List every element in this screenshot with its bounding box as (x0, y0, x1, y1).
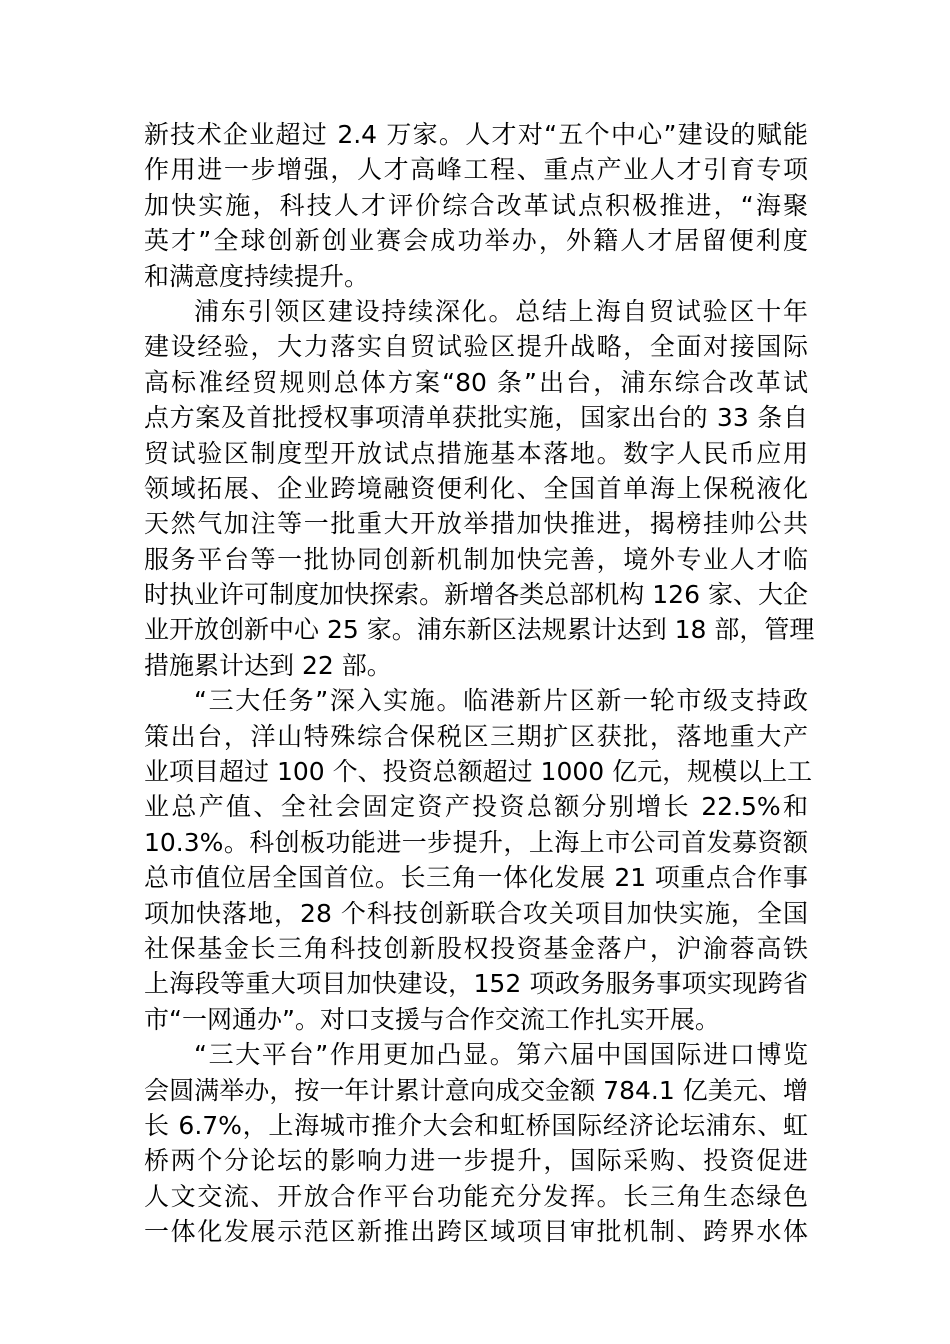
text-line: 桥两个分论坛的影响力进一步提升，国际采购、投资促进 (144, 1146, 808, 1176)
text-line: 高标准经贸规则总体方案“80 条”出台，浦东综合改革试 (144, 367, 808, 397)
text-line: 上海段等重大项目加快建设，152 项政务服务事项实现跨省 (144, 969, 808, 999)
text-line: 浦东引领区建设持续深化。总结上海自贸试验区十年 (194, 296, 808, 326)
text-line: 市“一网通办”。对口支援与合作交流工作扎实开展。 (144, 1004, 720, 1034)
text-line: 贸试验区制度型开放试点措施基本落地。数字人民币应用 (144, 438, 808, 468)
text-line: 一体化发展示范区新推出跨区域项目审批机制、跨界水体 (144, 1217, 808, 1247)
text-line: 会圆满举办，按一年计累计意向成交金额 784.1 亿美元、增 (144, 1075, 808, 1105)
text-line: 点方案及首批授权事项清单获批实施，国家出台的 33 条自 (144, 403, 808, 433)
text-line: 策出台，洋山特殊综合保税区三期扩区获批，落地重大产 (144, 721, 808, 751)
text-line: 人文交流、开放合作平台功能充分发挥。长三角生态绿色 (144, 1181, 808, 1211)
text-line: 和满意度持续提升。 (144, 261, 370, 291)
text-line: 长 6.7%，上海城市推介大会和虹桥国际经济论坛浦东、虹 (144, 1110, 808, 1140)
text-line: 作用进一步增强，人才高峰工程、重点产业人才引育专项 (144, 155, 808, 185)
text-line: 服务平台等一批协同创新机制加快完善，境外专业人才临 (144, 544, 808, 574)
text-line: 建设经验，大力落实自贸试验区提升战略，全面对接国际 (144, 332, 808, 362)
text-line: “三大任务”深入实施。临港新片区新一轮市级支持政 (194, 686, 808, 716)
text-line: 项加快落地，28 个科技创新联合攻关项目加快实施，全国 (144, 898, 808, 928)
text-line: 措施累计达到 22 部。 (144, 650, 392, 680)
text-line: 天然气加注等一批重大开放举措加快推进，揭榜挂帅公共 (144, 509, 808, 539)
text-line: 时执业许可制度加快探索。新增各类总部机构 126 家、大企 (144, 580, 808, 610)
text-line: 领域拓展、企业跨境融资便利化、全国首单海上保税液化 (144, 473, 808, 503)
text-line: 加快实施，科技人才评价综合改革试点积极推进，“海聚 (144, 190, 808, 220)
text-line: 业总产值、全社会固定资产投资总额分别增长 22.5%和 (144, 792, 808, 822)
text-line: 社保基金长三角科技创新股权投资基金落户，沪渝蓉高铁 (144, 933, 808, 963)
text-line: 10.3%。科创板功能进一步提升，上海上市公司首发募资额 (144, 827, 808, 857)
text-line: 总市值位居全国首位。长三角一体化发展 21 项重点合作事 (144, 863, 808, 893)
body-text (144, 117, 815, 1250)
text-line: “三大平台”作用更加凸显。第六届中国国际进口博览 (194, 1040, 808, 1070)
text-line: 新技术企业超过 2.4 万家。人才对“五个中心”建设的赋能 (144, 120, 808, 149)
text-line: 业项目超过 100 个、投资总额超过 1000 亿元，规模以上工 (144, 757, 813, 787)
text-line: 业开放创新中心 25 家。浦东新区法规累计达到 18 部，管理 (144, 615, 815, 645)
text-line: 英才”全球创新创业赛会成功举办，外籍人才居留便利度 (144, 226, 808, 256)
